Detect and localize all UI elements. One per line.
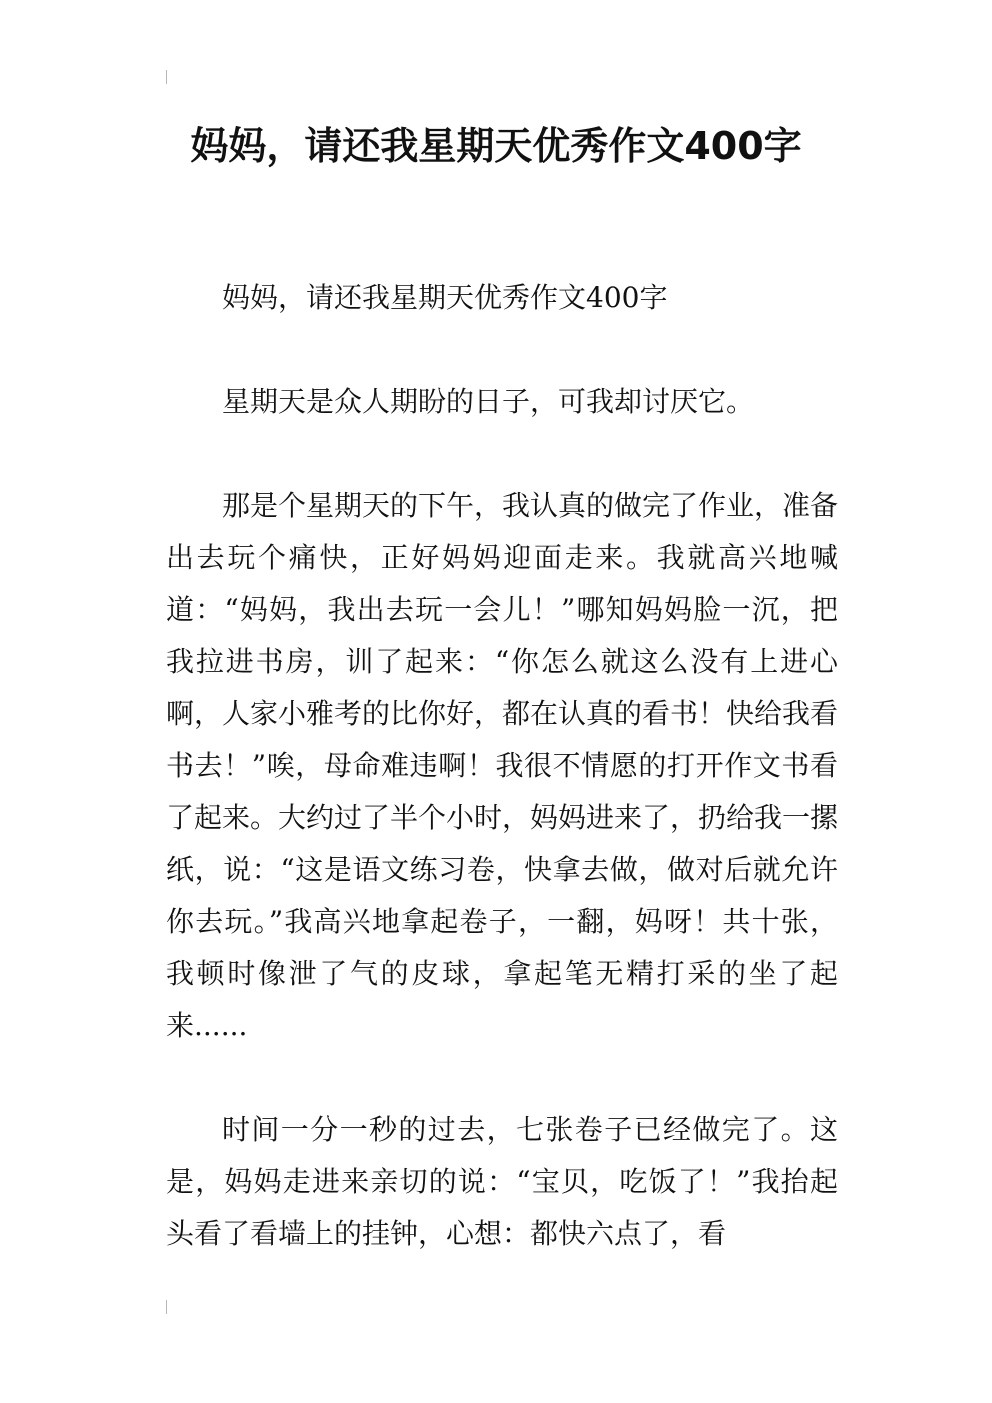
paragraph-subtitle: 妈妈，请还我星期天优秀作文400字 <box>222 281 668 314</box>
paragraph-1: 星期天是众人期盼的日子，可我却讨厌它。 <box>222 385 755 418</box>
document-title: 妈妈，请还我星期天优秀作文400字 <box>190 124 802 168</box>
document-body <box>166 272 838 1260</box>
paragraph-3: 时间一分一秒的过去，七张卷子已经做完了。这是，妈妈走进来亲切的说：“宝贝，吃饭了！”我抬起头看了看墙上的挂钟，心想：都快六点了，看 <box>166 1113 838 1250</box>
paragraph-2: 那是个星期天的下午，我认真的做完了作业，准备出去玩个痛快，正好妈妈迎面走来。我就高兴地喊道：“妈妈，我出去玩一会儿！”哪知妈妈脸一沉，把我拉进书房，训了起来：“你怎么就这么没有上进心啊，人家小雅考的比你好，都在认真的看书！快给我看书去！”唉，母命难违啊！我很不情愿的打开作文书看了起来。大约过了半个小时，妈妈进来了，扔给我一摞纸，说：“这是语文练习卷，快拿去做，做对后就允许你去玩。”我高兴地拿起卷子，一翻，妈呀！共十张，我顿时像泄了气的皮球，拿起笔无精打采的坐了起来...... <box>166 489 839 1042</box>
page-corner-mark-top <box>166 70 167 84</box>
page-corner-mark-bottom <box>166 1300 167 1314</box>
